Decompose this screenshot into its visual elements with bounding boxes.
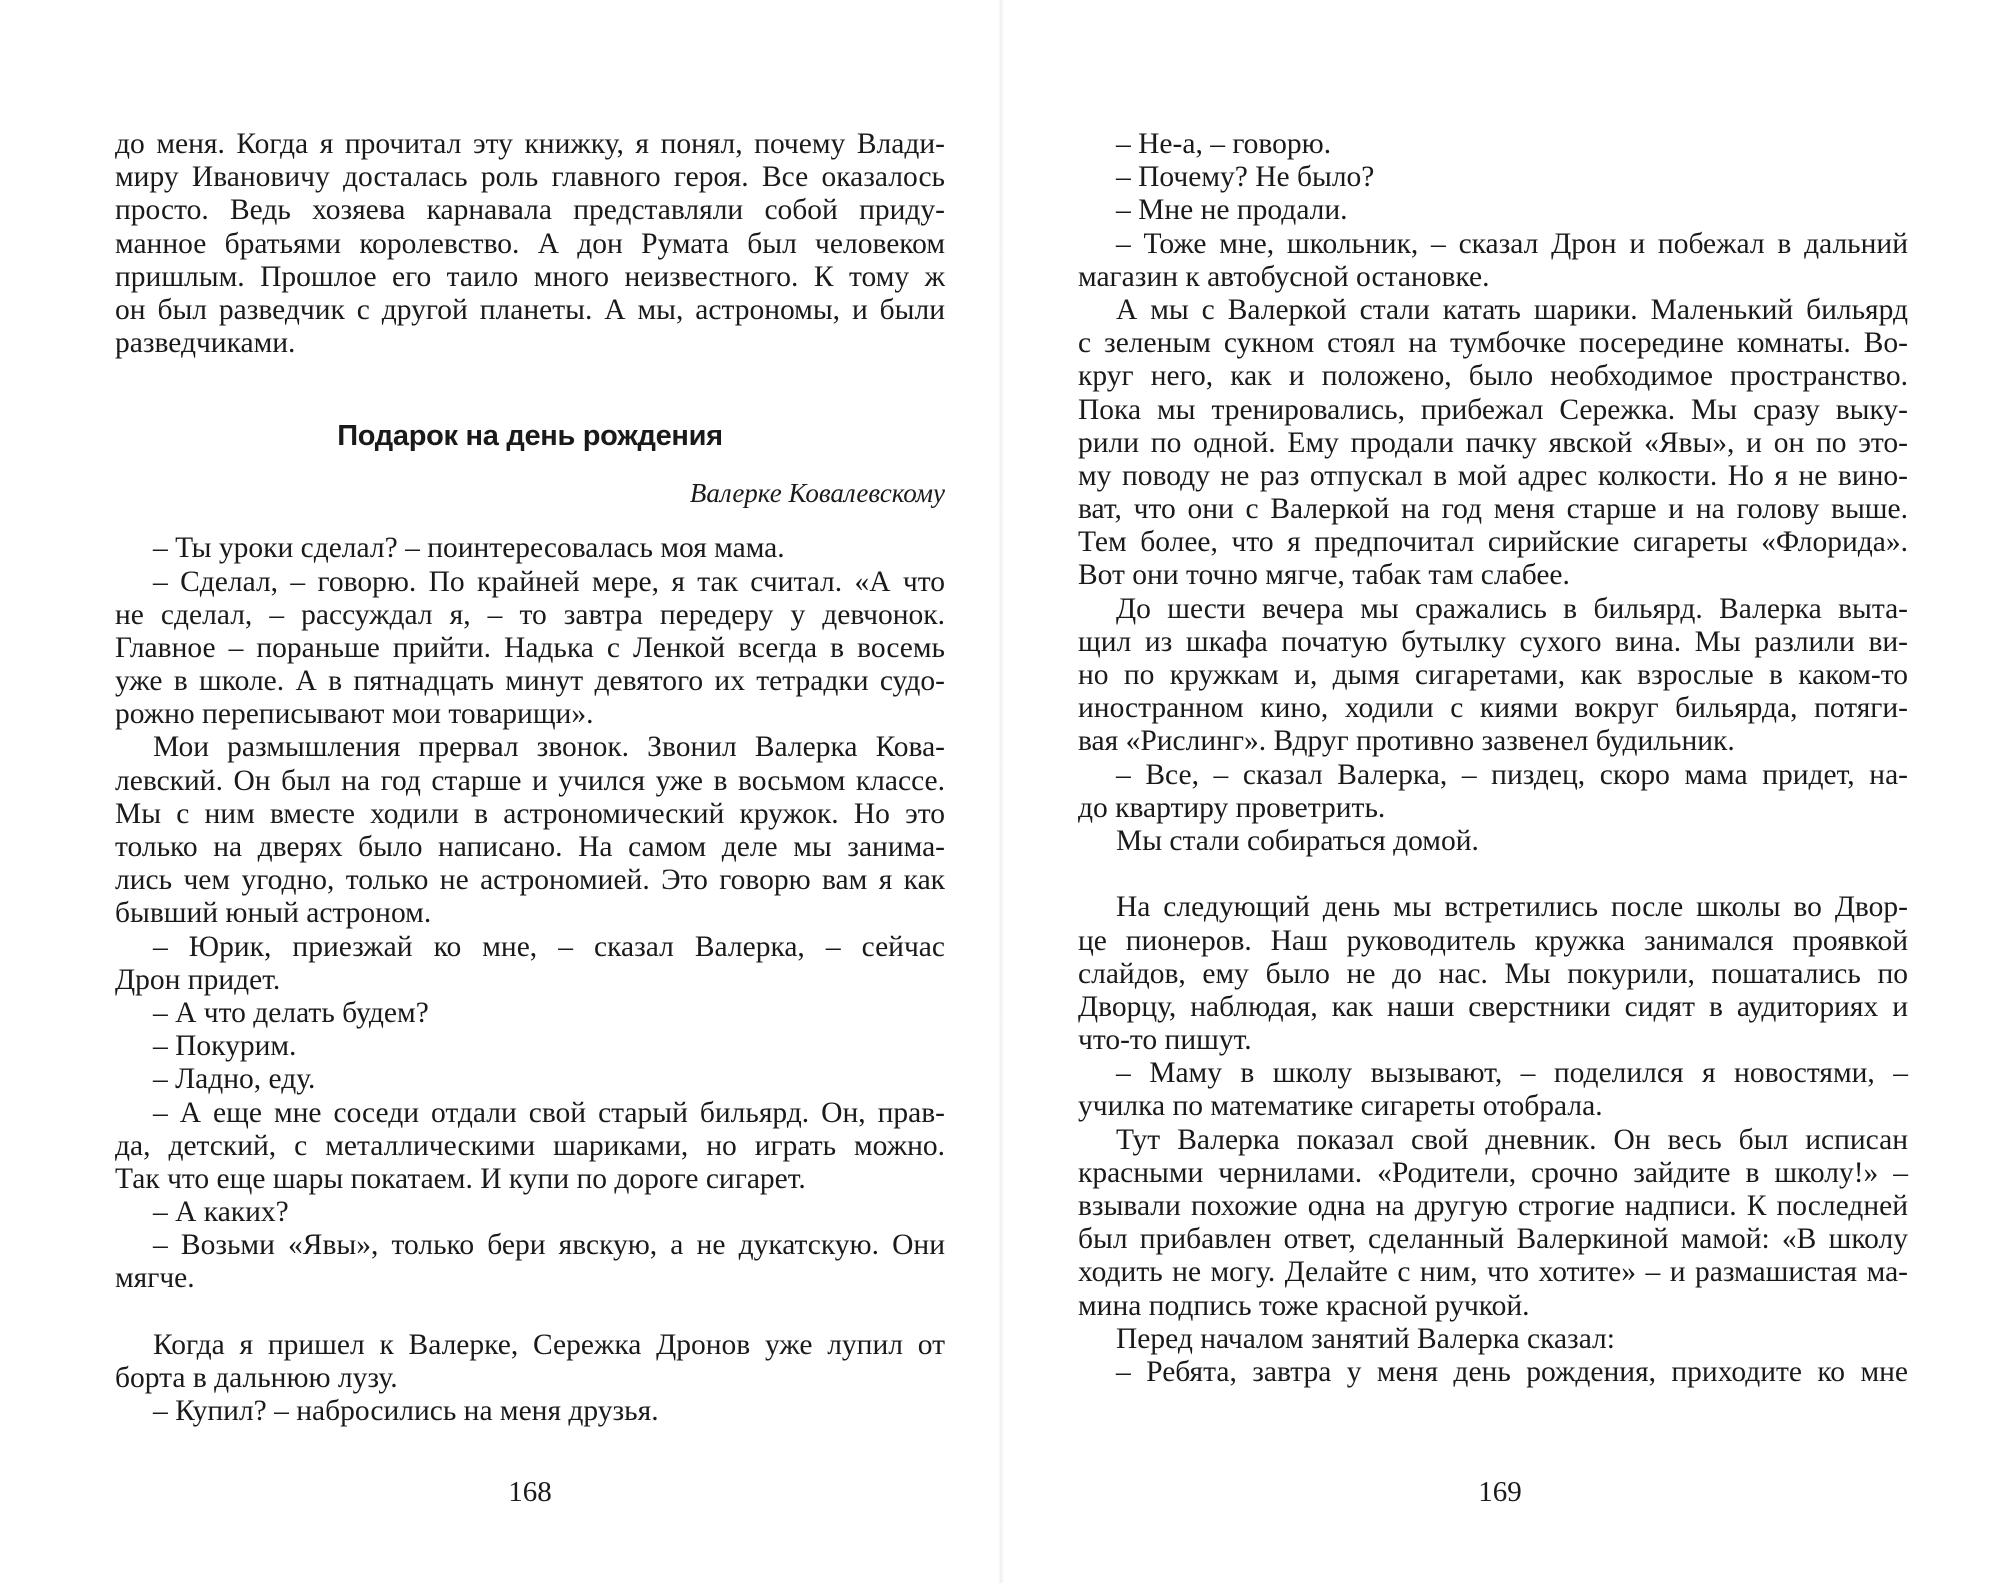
text-line: На следующий день мы встретились после школы во Двор-	[1116, 891, 1908, 924]
text-line: це пионеров. Наш руководитель кружка занимался проявкой	[1078, 924, 1908, 957]
text-line: не сделал, – рассуждал я, – то завтра передеру у девчонок.	[115, 598, 945, 631]
text-line: был прибавлен ответ, сделанный Валеркиной мамой: «В школу	[1078, 1223, 1908, 1256]
text-line: му поводу не раз отпускал в мой адрес колкости. Но я не вино-	[1078, 459, 1908, 492]
book-gutter	[998, 0, 1004, 1583]
text-line: лись чем угодно, только не астрономией. Это говорю вам я как	[115, 864, 945, 897]
section-break	[115, 1296, 945, 1329]
text-line: бывший юный астроном.	[115, 897, 432, 930]
left-body-text	[115, 532, 945, 1428]
text-line: до квартиру проветрить.	[1078, 791, 1386, 824]
text-line: Дрон придет.	[115, 963, 281, 996]
right-page	[1078, 128, 1908, 1389]
left-top-paragraph	[115, 128, 945, 360]
text-line: мина подпись тоже красной ручкой.	[1078, 1289, 1530, 1322]
text-line: ват, что они с Валеркой на год меня старше и на голову выше.	[1078, 493, 1908, 526]
text-line: что-то пишут.	[1078, 1024, 1252, 1057]
text-line: – Ты уроки сделал? – поинтересовалась моя мама.	[153, 532, 785, 565]
text-line: Тем более, что я предпочитал сирийские сигареты «Флорида».	[1078, 526, 1908, 559]
text-line: – Почему? Не было?	[1116, 161, 1375, 194]
text-line: миру Ивановичу досталась роль главного героя. Все оказалось	[115, 161, 945, 194]
text-line: Мои размышления прервал звонок. Звонил Валерка Кова-	[153, 731, 945, 764]
text-line: – Мне не продали.	[1116, 194, 1348, 227]
text-line: манное братьями королевство. А дон Румата был человеком	[115, 227, 945, 260]
text-line: Перед началом занятий Валерка сказал:	[1116, 1322, 1615, 1355]
text-line: но по кружкам и, дымя сигаретами, как взрослые в каком-то	[1078, 659, 1908, 691]
text-line: он был разведчик с другой планеты. А мы, астрономы, и были	[115, 293, 945, 326]
text-line: левский. Он был на год старше и учился уже в восьмом классе.	[115, 764, 945, 797]
text-line: ходить не могу. Делайте с ним, что хотите» – и размашистая ма-	[1078, 1256, 1908, 1289]
text-line: – Ладно, еду.	[153, 1063, 316, 1096]
page-number-left: 168	[508, 1476, 552, 1508]
text-line: – А еще мне соседи отдали свой старый бильярд. Он, прав-	[153, 1096, 945, 1129]
text-line: – Тоже мне, школьник, – сказал Дрон и побежал в дальний	[1116, 227, 1908, 260]
text-line: – А каких?	[153, 1196, 289, 1229]
left-page	[115, 128, 945, 1428]
text-line: борта в дальнюю лузу.	[115, 1362, 398, 1394]
text-line: магазин к автобусной остановке.	[1078, 260, 1490, 293]
text-line: До шести вечера мы сражались в бильярд. Валерка выта-	[1116, 592, 1908, 625]
text-line: красными чернилами. «Родители, срочно зайдите в школу!» –	[1078, 1156, 1908, 1189]
text-line: Дворцу, наблюдая, как наши сверстники сидят в аудиториях и	[1078, 990, 1908, 1023]
text-line: училка по математике сигареты отобрала.	[1078, 1090, 1603, 1123]
text-line: – А что делать будем?	[153, 996, 429, 1029]
text-line: мягче.	[115, 1262, 195, 1295]
text-line: да, детский, с металлическими шариками, но играть можно.	[115, 1129, 945, 1162]
text-line: – Возьми «Явы», только бери явскую, а не дукатскую. Они	[153, 1229, 945, 1262]
text-line: рожно переписывают мои товарищи».	[115, 698, 594, 731]
text-line: Мы стали собираться домой.	[1116, 824, 1479, 857]
text-line: рили по одной. Ему продали пачку явской «Явы», и он по это-	[1078, 426, 1908, 459]
text-line: А мы с Валеркой стали катать шарики. Маленький бильярд	[1116, 293, 1908, 326]
chapter-heading: Подарок на день рождения	[337, 420, 723, 453]
section-break	[1078, 858, 1908, 891]
page-number-right: 169	[1478, 1476, 1522, 1508]
text-line: Так что еще шары покатаем. И купи по дороге сигарет.	[115, 1162, 806, 1195]
text-line: Пока мы тренировались, прибежал Сережка. Мы сразу выку-	[1078, 393, 1908, 426]
text-line: Тут Валерка показал свой дневник. Он весь был исписан	[1116, 1123, 1908, 1156]
text-line: – Сделал, – говорю. По крайней мере, я так считал. «А что	[153, 565, 945, 598]
text-line: уже в школе. А в пятнадцать минут девятого их тетрадки судо-	[115, 665, 945, 698]
text-line: – Ребята, завтра у меня день рождения, приходите ко мне	[1116, 1355, 1908, 1388]
text-line: Главное – пораньше прийти. Надька с Ленкой всегда в восемь	[115, 631, 945, 664]
text-line: – Все, – сказал Валерка, – пиздец, скоро мама придет, на-	[1116, 758, 1908, 791]
text-line: – Не-а, – говорю.	[1116, 128, 1332, 160]
text-line: иностранном кино, ходили с киями вокруг бильярда, потяги-	[1078, 692, 1908, 725]
text-line: до меня. Когда я прочитал эту книжку, я понял, почему Влади-	[115, 128, 945, 160]
text-line: Мы с ним вместе ходили в астрономический кружок. Но это	[115, 797, 945, 830]
text-line: – Маму в школу вызывают, – поделился я новостями, –	[1116, 1057, 1908, 1090]
text-line: слайдов, ему было не до нас. Мы покурили, пошатались по	[1078, 957, 1908, 990]
text-line: только на дверях было написано. На самом деле мы занима-	[115, 831, 945, 863]
text-line: вая «Рислинг». Вдруг противно зазвенел будильник.	[1078, 725, 1735, 758]
text-line: щил из шкафа початую бутылку сухого вина. Мы разлили ви-	[1078, 625, 1908, 658]
text-line: просто. Ведь хозяева карнавала представляли собой приду-	[115, 194, 945, 227]
text-line: взывали похожие одна на другую строгие надписи. К последней	[1078, 1190, 1908, 1222]
text-line: разведчиками.	[115, 327, 296, 360]
chapter-dedication: Валерке Ковалевскому	[689, 478, 945, 509]
text-line: круг него, как и положено, было необходимое пространство.	[1078, 360, 1908, 393]
text-line: – Купил? – набросились на меня друзья.	[153, 1395, 659, 1428]
text-line: с зеленым сукном стоял на тумбочке посередине комнаты. Во-	[1078, 327, 1908, 360]
text-line: Вот они точно мягче, табак там слабее.	[1078, 559, 1570, 592]
text-line: Когда я пришел к Валерке, Сережка Дронов уже лупил от	[153, 1328, 945, 1361]
text-line: пришлым. Прошлое его таило много неизвестного. К тому ж	[115, 260, 945, 293]
text-line: – Покурим.	[153, 1030, 297, 1063]
text-line: – Юрик, приезжай ко мне, – сказал Валерка, – сейчас	[153, 930, 945, 963]
